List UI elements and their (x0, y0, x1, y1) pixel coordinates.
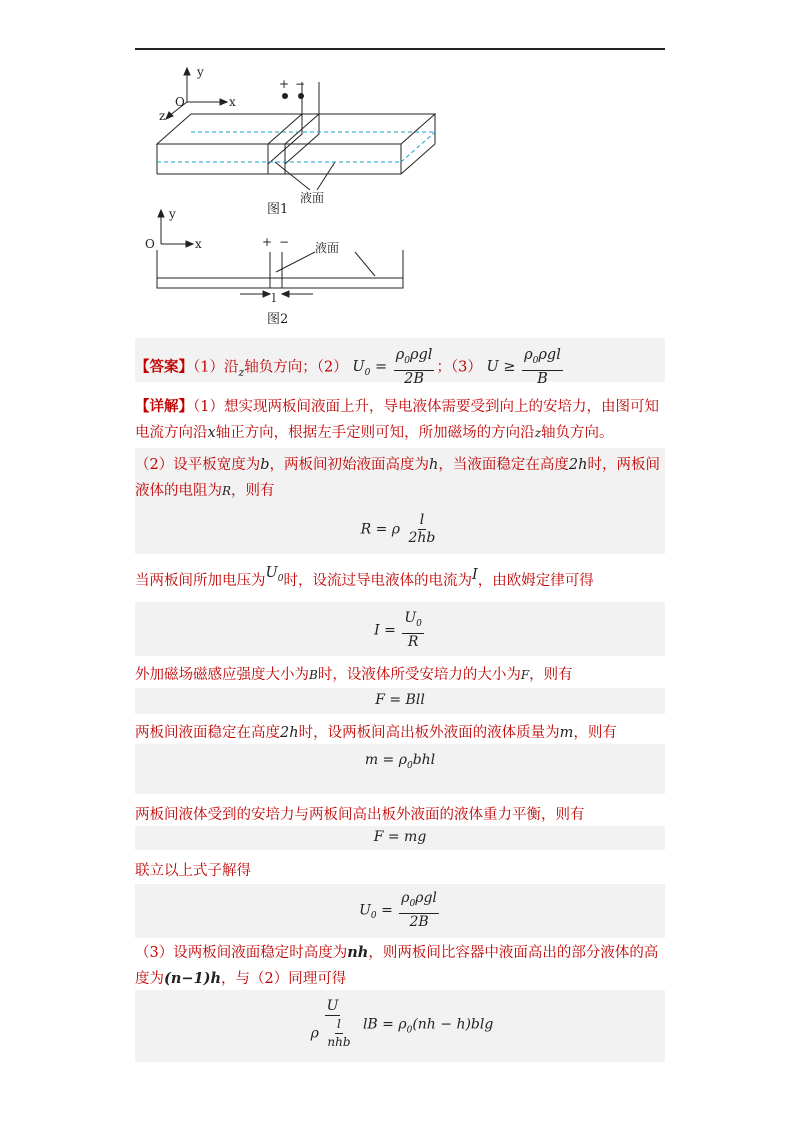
eq-part3: U ρ $\frac{l}{\text{nhb}}$ lB = $\rho_0(nh - h)blg$ (310, 998, 494, 1049)
eq-ohm: I = $\frac{U_0}{R}$ (374, 610, 422, 650)
fig2-axis-y: y (169, 207, 176, 221)
eq-mass: $m = \rho_0bhl$ (364, 752, 436, 771)
eq-resistance: R = ρ $\frac{l}{2hb}$ (360, 512, 436, 546)
fig1-axis-x: x (229, 95, 236, 109)
detail-p7: 联立以上式子解得 (135, 863, 251, 879)
top-rule (135, 48, 665, 50)
figure-1 (135, 62, 455, 212)
fig2-liquid-label: 液面 (315, 241, 340, 255)
detail-p2: （2）设平板宽度为b，两板间初始液面高度为h，当液面稳定在高度2h时，两板间液体的电阻为R，则有 (135, 457, 660, 499)
eq-ampere-force: F = Bll (375, 692, 425, 708)
detail-p3: 当两板间所加电压为$U_0$时，设流过导电液体的电流为I，由欧姆定律可得 (135, 565, 594, 589)
fig2-axis-x: x (195, 237, 202, 251)
fig1-caption: 图1 (267, 202, 289, 217)
answer-line: 【答案】（1）沿$_z$轴负方向；（2） $U_0$ = $\frac{\rho_0\rho gl}{2B}$ ；（3） U ≥ $\frac{\rho_0\rho gl}{B}$ (135, 347, 667, 388)
detail-p6: 两板间液体受到的安培力与两板间高出板外液面的液体重力平衡，则有 (135, 807, 585, 823)
eq-balance: F = mg (373, 829, 427, 845)
fig2-origin: O (145, 237, 155, 251)
fig2-plus: + (262, 235, 273, 249)
fig2-caption: 图2 (267, 312, 289, 327)
fig1-axis-z: z (159, 109, 166, 123)
detail-p8: （3）设两板间液面稳定时高度为nh，则两板间比容器中液面高出的部分液体的高度为(n−1)h，与（2）同理可得 (135, 944, 659, 987)
detail-p1: 【详解】（1）想实现两板间液面上升，导电液体需要受到向上的安培力，由图可知电流方向沿x轴正方向，根据左手定则可知，所加磁场的方向沿z轴负方向。 (135, 398, 659, 441)
answer-tag: 【答案】 (135, 358, 193, 376)
fig1-plus: + (279, 77, 290, 91)
fig1-minus: − (295, 77, 306, 91)
fig2-minus: − (279, 235, 290, 249)
answer-eq-u0: $U_0$ = $\frac{\rho_0\rho gl}{2B}$ (352, 347, 433, 387)
fig1-origin: O (175, 95, 185, 109)
figure-2 (135, 202, 435, 307)
fig1-liquid-label: 液面 (300, 191, 325, 205)
fig2-gap-label: l (272, 291, 276, 305)
fig1-axis-y: y (197, 65, 204, 79)
detail-p5: 两板间液面稳定在高度2h时，设两板间高出板外液面的液体质量为m，则有 (135, 725, 617, 741)
eq-result-u0: $U_0$ = $\frac{\rho_0\rho gl}{2B}$ (359, 890, 437, 930)
answer-eq-u: U ≥ $\frac{\rho_0\rho gl}{B}$ (486, 347, 561, 387)
detail-p4: 外加磁场磁感应强度大小为B时，设液体所受安培力的大小为F，则有 (135, 667, 573, 683)
